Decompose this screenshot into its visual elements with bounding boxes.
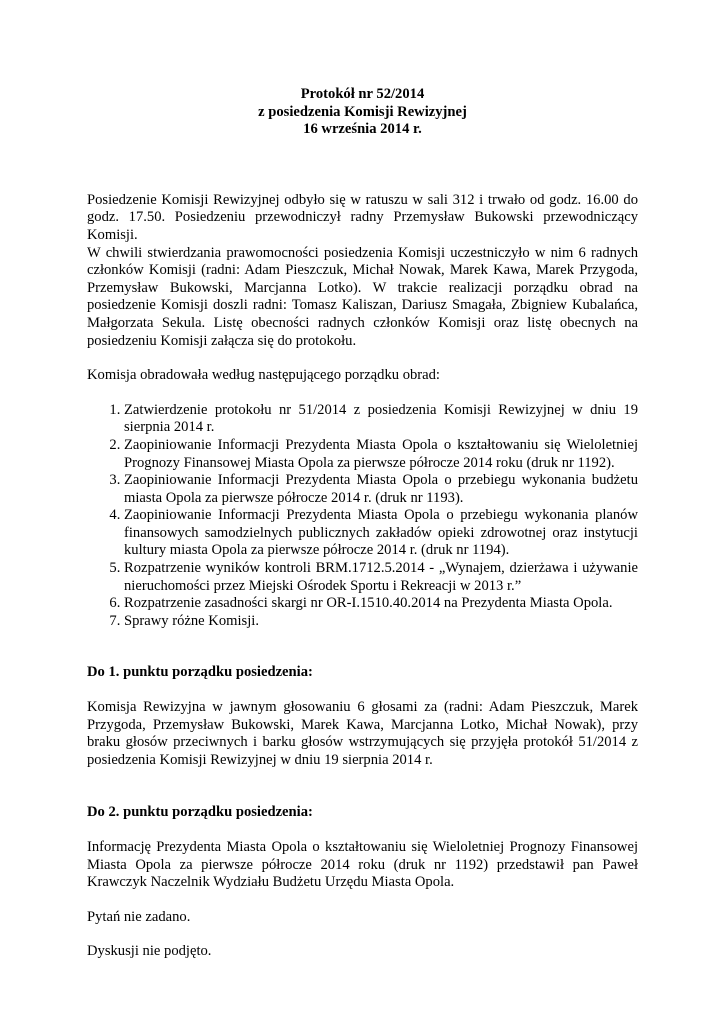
section-2-heading: Do 2. punktu porządku posiedzenia: [87,804,313,821]
agenda-item: 3. Zaopiniowanie Informacji Prezydenta Miasta Opola o przebiegu wykonania budżetu miasta Opola za pierwsze półrocze 2014 r. (druk nr 1193). [124,472,638,507]
intro-section [87,192,638,350]
agenda-item: 4. Zaopiniowanie Informacji Prezydenta Miasta Opola o przebiegu wykonania planów finansowych samodzielnych publicznych zakładów opieki zdrowotnej oraz instytucji kultury miasta Opola za pierwsze półrocze 2014 r. (druk nr 1194). [124,507,638,560]
document-page [87,86,638,961]
section-2-body: Informację Prezydenta Miasta Opola o kształtowaniu się Wieloletniej Prognozy Finansowej Miasta Opola za pierwsze półrocze 2014 roku (druk nr 1192) przedstawił pan Paweł Krawczyk Naczelnik Wydziału Budżetu Urzędu Miasta Opola. [87,839,638,891]
section-1-heading: Do 1. punktu porządku posiedzenia: [87,664,313,681]
document-date: 16 września 2014 r. [303,121,422,138]
intro-paragraph-1: Posiedzenie Komisji Rewizyjnej odbyło się w ratuszu w sali 312 i trwało od godz. 16.00 do godz. 17.50. Posiedzeniu przewodniczył radny Przemysław Bukowski przewodniczący Komisji. [87,191,638,243]
agenda-list [87,402,638,631]
agenda-intro: Komisja obradowała według następującego porządku obrad: [87,367,440,384]
agenda-item: 2. Zaopiniowanie Informacji Prezydenta Miasta Opola o kształtowaniu się Wieloletniej Prognozy Finansowej Miasta Opola za pierwsze półrocze 2014 roku (druk nr 1192). [124,437,638,472]
intro-paragraph-2: W chwili stwierdzania prawomocności posiedzenia Komisji uczestniczyło w nim 6 radnych członków Komisji (radni: Adam Pieszczuk, Michał Nowak, Marek Kawa, Marek Przygoda, Przemysław Bukowski, Marcjanna Lotko). W trakcie realizacji porządku obrad na posiedzenie Komisji doszli radni: Tomasz Kaliszan, Dariusz Smagała, Zbigniew Kubalańca, Małgorzata Sekula. Listę obecności radnych członków Komisji oraz listę obecnych na posiedzeniu Komisji załącza się do protokołu. [87,244,638,349]
section-1-body: Komisja Rewizyjna w jawnym głosowaniu 6 głosami za (radni: Adam Pieszczuk, Marek Przygoda, Przemysław Bukowski, Marek Kawa, Marcjanna Lotko, Michał Nowak), przy braku głosów przeciwnych i barku głosów wstrzymujących się przyjęła protokół 51/2014 z posiedzenia Komisji Rewizyjnej w dniu 19 sierpnia 2014 r. [87,699,638,768]
agenda-item: 1. Zatwierdzenie protokołu nr 51/2014 z posiedzenia Komisji Rewizyjnej w dniu 19 sierpnia 2014 r. [124,402,638,437]
agenda-item: 6. Rozpatrzenie zasadności skargi nr OR-I.1510.40.2014 na Prezydenta Miasta Opola. [124,595,638,613]
document-title: Protokół nr 52/2014 [300,86,425,102]
section-2-note-questions: Pytań nie zadano. [87,908,191,925]
section-2-note-discussion: Dyskusji nie podjęto. [87,943,212,960]
document-header [87,86,638,139]
agenda-item: 7. Sprawy różne Komisji. [124,613,638,631]
document-subtitle: z posiedzenia Komisji Rewizyjnej [258,103,467,120]
agenda-item: 5. Rozpatrzenie wyników kontroli BRM.1712.5.2014 - „Wynajem, dzierżawa i używanie nieruchomości przez Miejski Ośrodek Sportu i Rekreacji w 2013 r.” [124,560,638,595]
